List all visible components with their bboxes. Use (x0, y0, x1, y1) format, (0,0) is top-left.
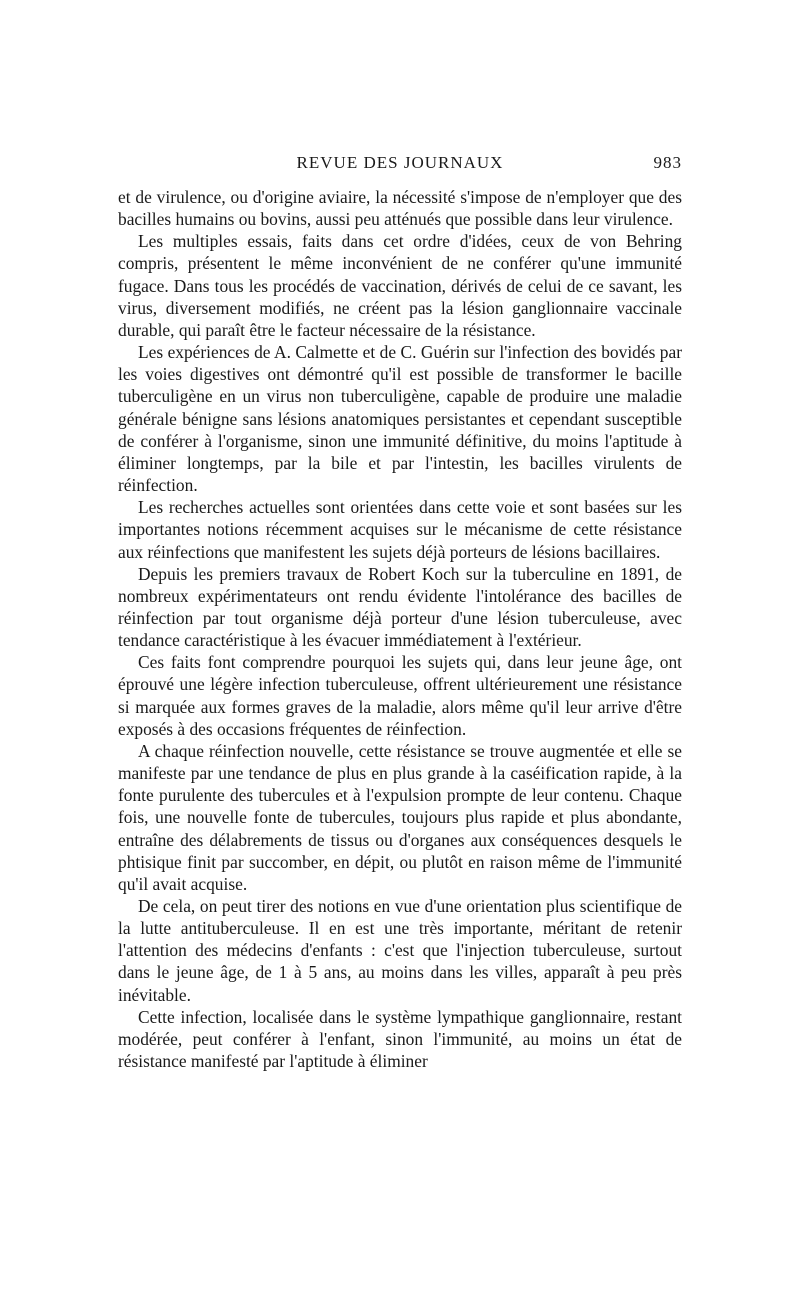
paragraph: Cette infection, localisée dans le système lympathique ganglionnaire, restant modérée, peut conférer à l'enfant, sinon l'immunité, au moins un état de résistance manifesté par l'aptitude à éliminer (118, 1006, 682, 1072)
page-header (118, 153, 682, 177)
paragraph: A chaque réinfection nouvelle, cette résistance se trouve augmentée et elle se manifeste par une tendance de plus en plus grande à la caséification rapide, à la fonte purulente des tubercules et à l'expulsion prompte de leur contenu. Chaque fois, une nouvelle fonte de tubercules, toujours plus rapide et plus abondante, entraîne des délabrements de tissus ou d'organes aux conséquences desquels le phtisique finit par succomber, en dépit, ou plutôt en raison même de l'immunité qu'il avait acquise. (118, 740, 682, 894)
body-text (118, 186, 682, 1072)
paragraph: Les multiples essais, faits dans cet ordre d'idées, ceux de von Behring compris, présentent le même inconvénient de ne conférer qu'une immunité fugace. Dans tous les procédés de vaccination, dérivés de celui de ce savant, les virus, diversement modifiés, ne créent pas la lésion ganglionnaire vaccinale durable, qui paraît être le facteur nécessaire de la résistance. (118, 231, 682, 340)
paragraph: Les recherches actuelles sont orientées dans cette voie et sont basées sur les importantes notions récemment acquises sur le mécanisme de cette résistance aux réinfections que manifestent les sujets déjà porteurs de lésions bacillaires. (118, 497, 682, 562)
paragraph: Ces faits font comprendre pourquoi les sujets qui, dans leur jeune âge, ont éprouvé une légère infection tuberculeuse, offrent ultérieurement une résistance si marquée aux formes graves de la maladie, alors même qu'il leur arrive d'être exposés à des occasions fréquentes de réinfection. (118, 652, 682, 739)
paragraph: De cela, on peut tirer des notions en vue d'une orientation plus scientifique de la lutte antituberculeuse. Il en est une très importante, méritant de retenir l'attention des médecins d'enfants : c'est que l'injection tuberculeuse, surtout dans le jeune âge, de 1 à 5 ans, au moins dans les villes, apparaît à peu près inévitable. (118, 896, 682, 1005)
running-title: REVUE DES JOURNAUX (296, 153, 504, 172)
paragraph: Les expériences de A. Calmette et de C. Guérin sur l'infection des bovidés par les voies digestives ont démontré qu'il est possible de transformer le bacille tuberculigène en un virus non tuberculigène, capable de produire une maladie générale bénigne sans lésions anatomiques persistantes et cependant susceptible de conférer à l'organisme, sinon une immunité définitive, du moins l'aptitude à éliminer longtemps, par la bile et par l'intestin, les bacilles virulents de réinfection. (118, 342, 682, 496)
paragraph: et de virulence, ou d'origine aviaire, la nécessité s'impose de n'employer que des bacilles humains ou bovins, aussi peu atténués que possible dans leur virulence. (118, 187, 682, 230)
page-number: 983 (653, 153, 682, 172)
paragraph: Depuis les premiers travaux de Robert Koch sur la tuberculine en 1891, de nombreux expérimentateurs ont rendu évidente l'intolérance des bacilles de réinfection par tout organisme déjà porteur d'une lésion tuberculeuse, avec tendance caractéristique à les évacuer immédiatement à l'extérieur. (118, 563, 682, 651)
